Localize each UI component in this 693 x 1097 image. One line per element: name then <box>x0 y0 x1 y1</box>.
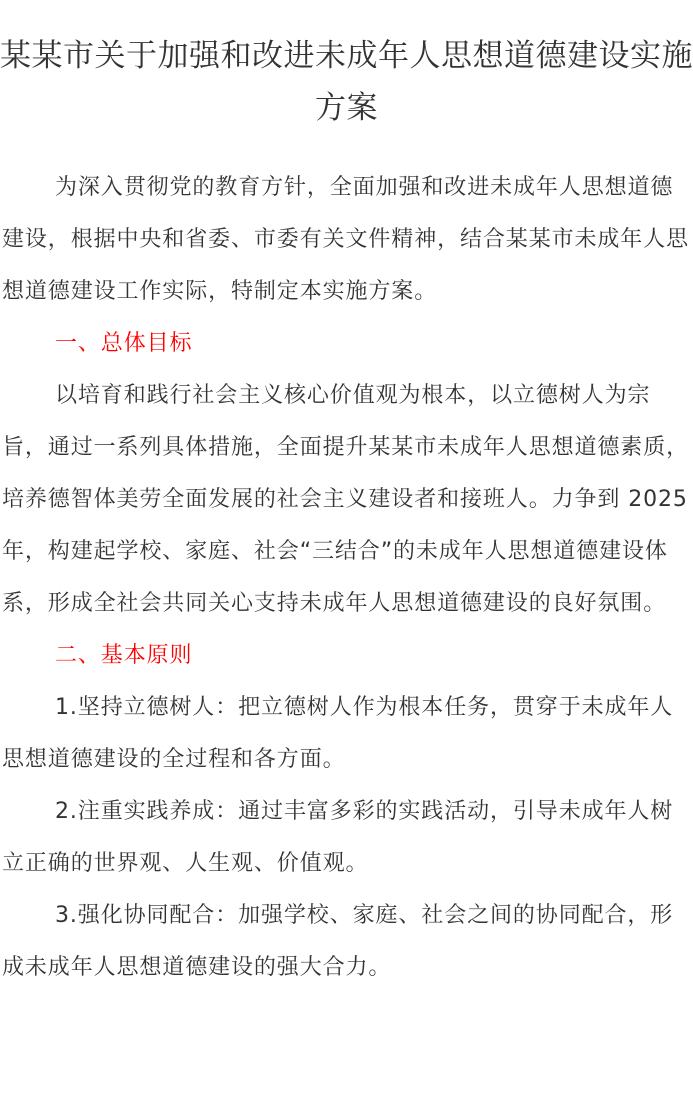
section-heading-overall-goals: 一、总体目标 <box>55 331 193 356</box>
document-body <box>0 162 693 994</box>
section-heading-basic-principles: 二、基本原则 <box>55 643 193 668</box>
document-title: 某某市关于加强和改进未成年人思想道德建设实施方案 <box>0 38 693 126</box>
intro-paragraph: 为深入贯彻党的教育方针，全面加强和改进未成年人思想道德建设，根据中央和省委、市委有关文件精神，结合某某市未成年人思想道德建设工作实际，特制定本实施方案。 <box>2 175 690 304</box>
principle-item-2: 2.注重实践养成：通过丰富多彩的实践活动，引导未成年人树立正确的世界观、人生观、价值观。 <box>2 799 674 876</box>
principle-item-1: 1.坚持立德树人：把立德树人作为根本任务，贯穿于未成年人思想道德建设的全过程和各方面。 <box>2 695 674 772</box>
principle-item-3: 3.强化协同配合：加强学校、家庭、社会之间的协同配合，形成未成年人思想道德建设的强大合力。 <box>2 903 674 980</box>
overall-goals-paragraph: 以培育和践行社会主义核心价值观为根本，以立德树人为宗旨，通过一系列具体措施，全面提升某某市未成年人思想道德素质，培养德智体美劳全面发展的社会主义建设者和接班人。力争到 2025 年，构建起学校、家庭、社会“三结合”的未成年人思想道德建设体系，形成全社会共同关心支持未成年人思想道德建设的良好氛围。 <box>2 383 690 616</box>
